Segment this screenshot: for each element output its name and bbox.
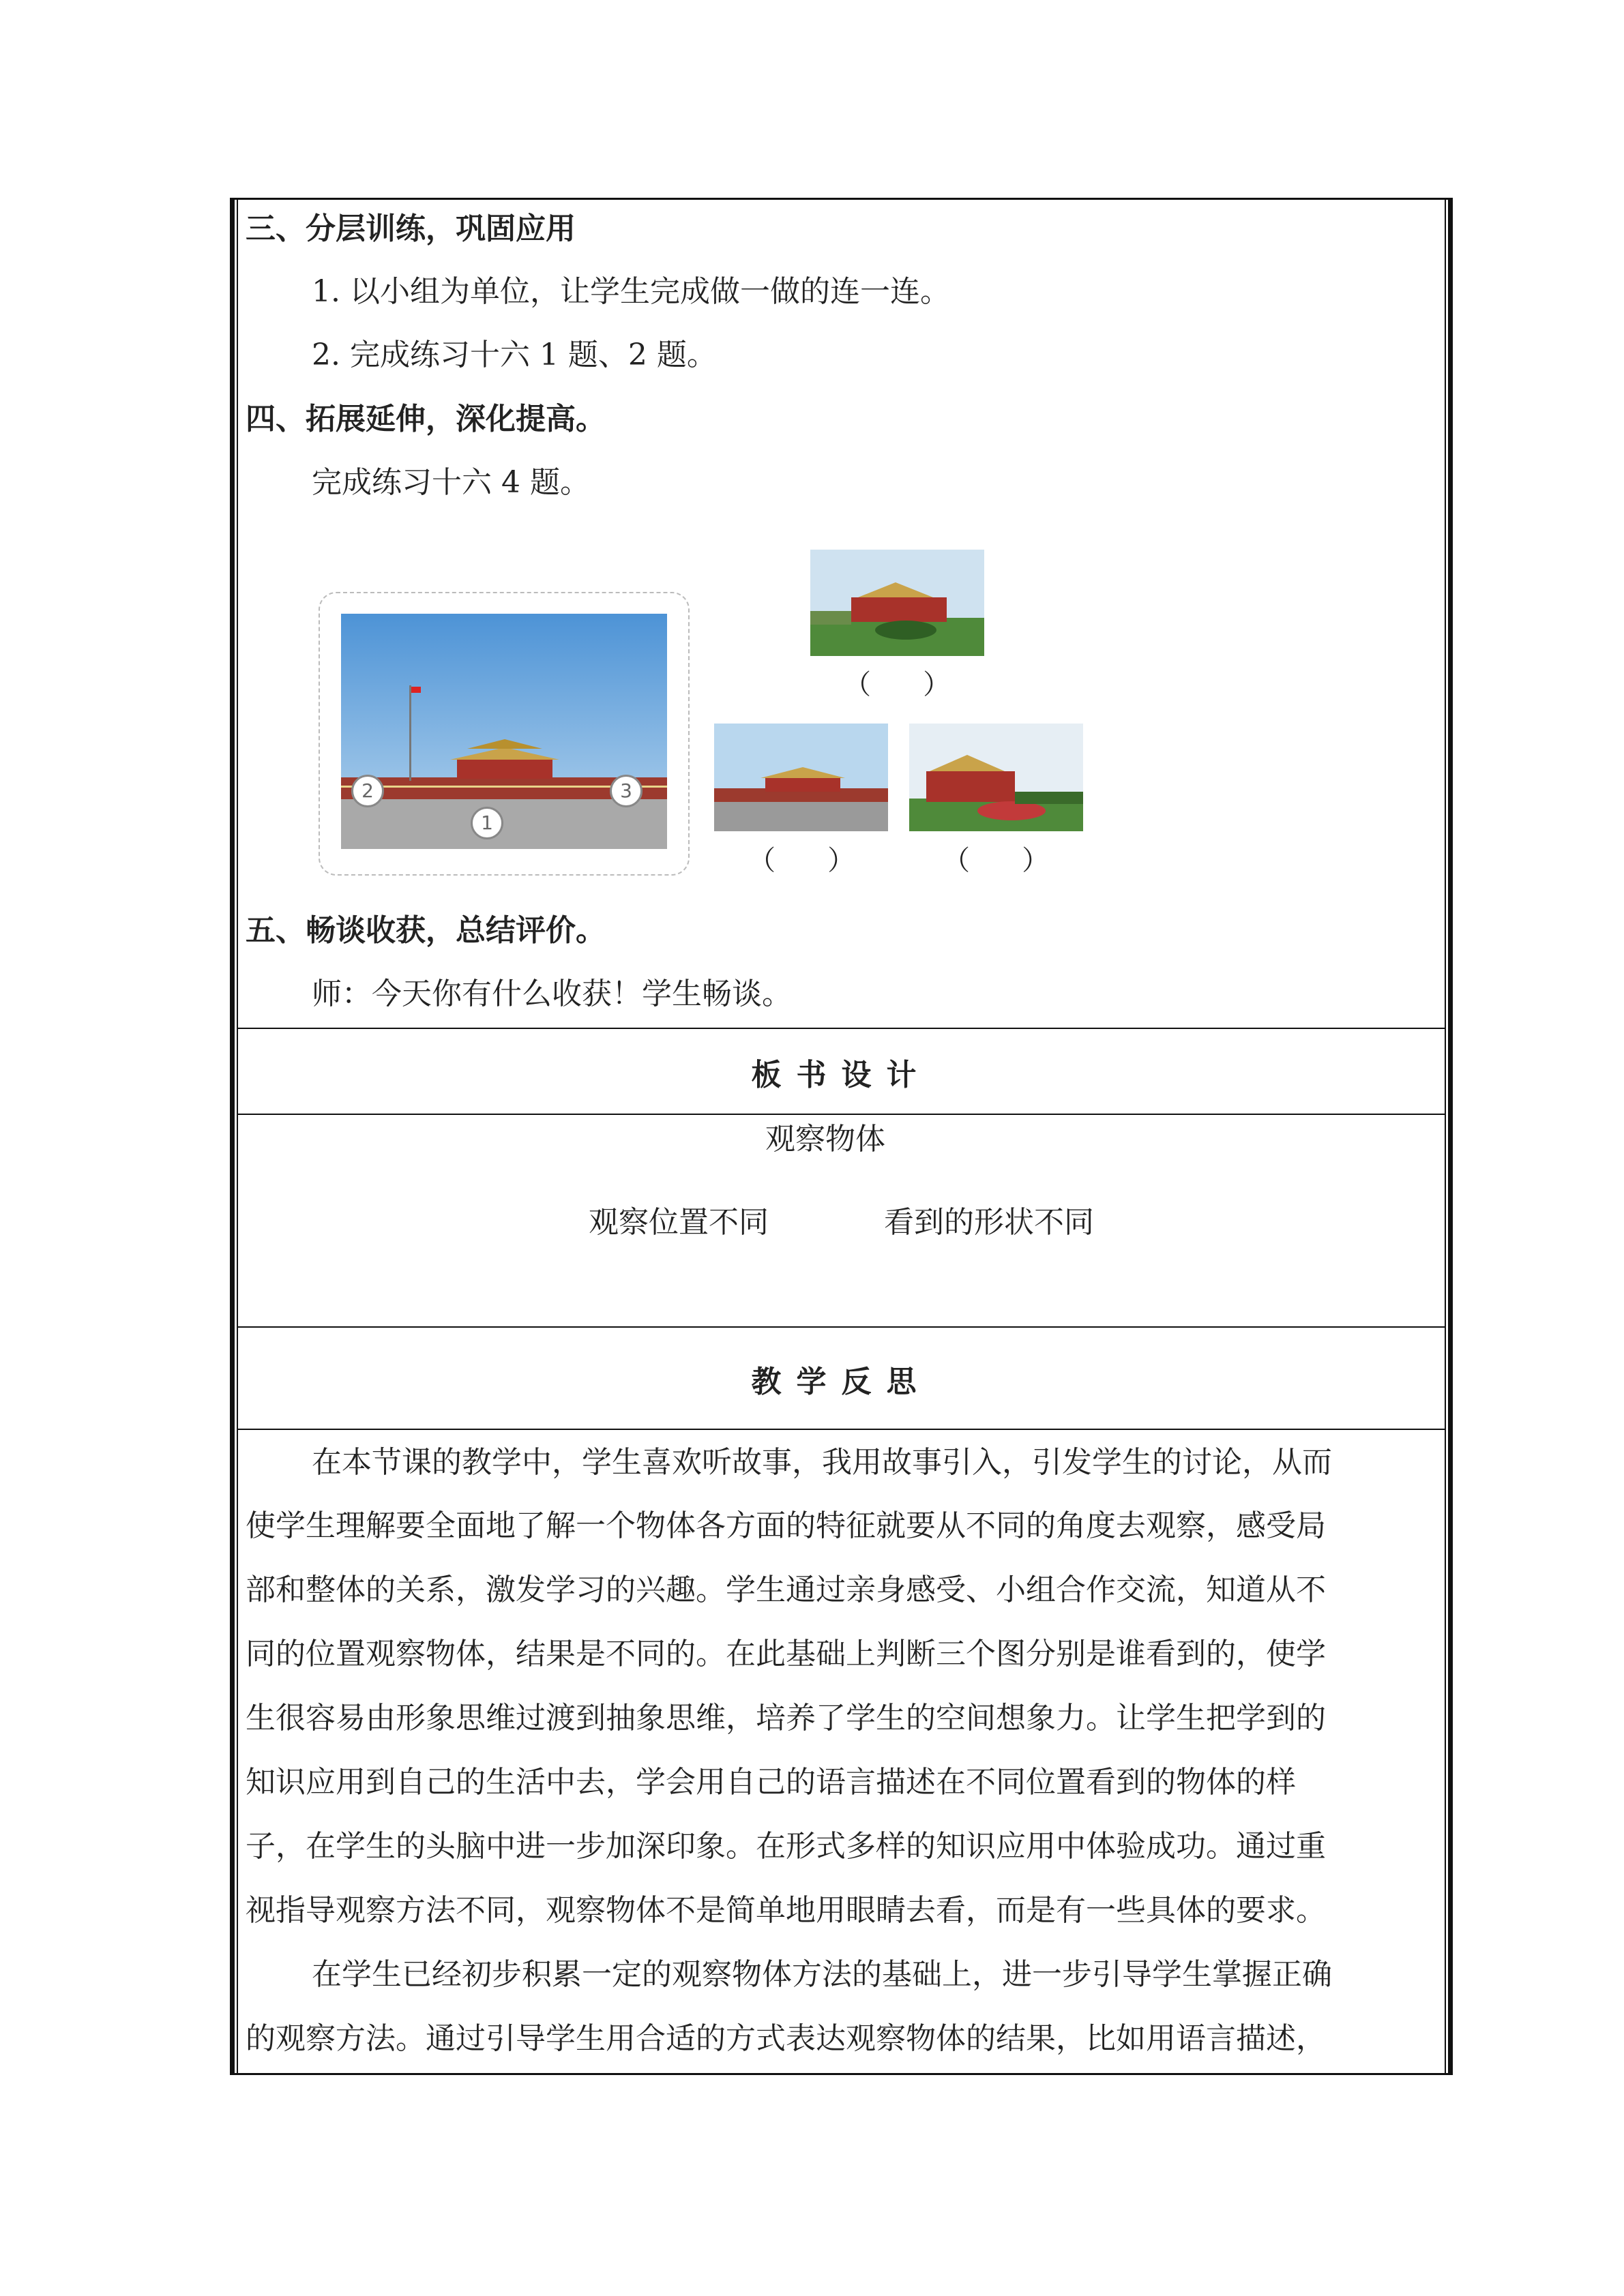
section4-text: 完成练习十六 4 题。 xyxy=(312,465,590,500)
row-divider xyxy=(237,1028,1446,1029)
reflection-line: 使学生理解要全面地了解一个物体各方面的特征就要从不同的角度去观察，感受局 xyxy=(246,1508,1326,1543)
row-divider xyxy=(237,1114,1446,1115)
row-divider xyxy=(237,1326,1446,1328)
reflection-line: 的观察方法。通过引导学生用合适的方式表达观察物体的结果，比如用语言描述， xyxy=(246,2021,1326,2056)
view-photo-right xyxy=(909,724,1083,831)
section5-text: 师：今天你有什么收获！学生畅谈。 xyxy=(312,976,792,1011)
view-photo-top xyxy=(810,550,984,656)
section3-item2: 2. 完成练习十六 1 题、2 题。 xyxy=(312,338,717,372)
position-marker-2: 2 xyxy=(351,775,384,807)
section4-heading: 四、拓展延伸，深化提高。 xyxy=(246,402,606,436)
reflection-line: 知识应用到自己的生活中去，学会用自己的语言描述在不同位置看到的物体的样 xyxy=(246,1765,1296,1800)
view-photo-left xyxy=(714,724,888,831)
board-right-text: 看到的形状不同 xyxy=(884,1205,1094,1240)
answer-blank-top: （ ） xyxy=(844,669,951,700)
answer-blank-left: （ ） xyxy=(748,845,855,876)
board-title: 观察物体 xyxy=(765,1122,885,1157)
reflection-line: 在学生已经初步积累一定的观察物体方法的基础上，进一步引导学生掌握正确 xyxy=(312,1957,1332,1992)
board-left-text: 观察位置不同 xyxy=(589,1205,769,1240)
reflection-line: 子，在学生的头脑中进一步加深印象。在形式多样的知识应用中体验成功。通过重 xyxy=(246,1829,1326,1864)
reflection-line: 同的位置观察物体，结果是不同的。在此基础上判断三个图分别是谁看到的，使学 xyxy=(246,1637,1326,1671)
section3-heading: 三、分层训练，巩固应用 xyxy=(246,211,576,246)
position-marker-3: 3 xyxy=(610,775,643,807)
reflection-line: 在本节课的教学中，学生喜欢听故事，我用故事引入，引发学生的讨论，从而 xyxy=(312,1445,1332,1480)
lesson-plan-table xyxy=(230,198,1453,2075)
section5-heading: 五、畅谈收获，总结评价。 xyxy=(246,913,606,948)
reflection-line: 部和整体的关系，激发学习的兴趣。学生通过亲身感受、小组合作交流，知道从不 xyxy=(246,1572,1326,1607)
tiananmen-square-photo xyxy=(341,614,667,849)
board-design-heading: 板书设计 xyxy=(751,1058,932,1092)
answer-blank-right: （ ） xyxy=(943,845,1050,876)
reflection-line: 生很容易由形象思维过渡到抽象思维，培养了学生的空间想象力。让学生把学到的 xyxy=(246,1701,1326,1735)
section3-item1: 1. 以小组为单位，让学生完成做一做的连一连。 xyxy=(312,274,950,309)
reflection-heading: 教学反思 xyxy=(751,1365,932,1399)
reflection-line: 视指导观察方法不同，观察物体不是简单地用眼睛去看，而是有一些具体的要求。 xyxy=(246,1893,1326,1928)
row-divider xyxy=(237,1429,1446,1430)
position-marker-1: 1 xyxy=(471,807,503,839)
